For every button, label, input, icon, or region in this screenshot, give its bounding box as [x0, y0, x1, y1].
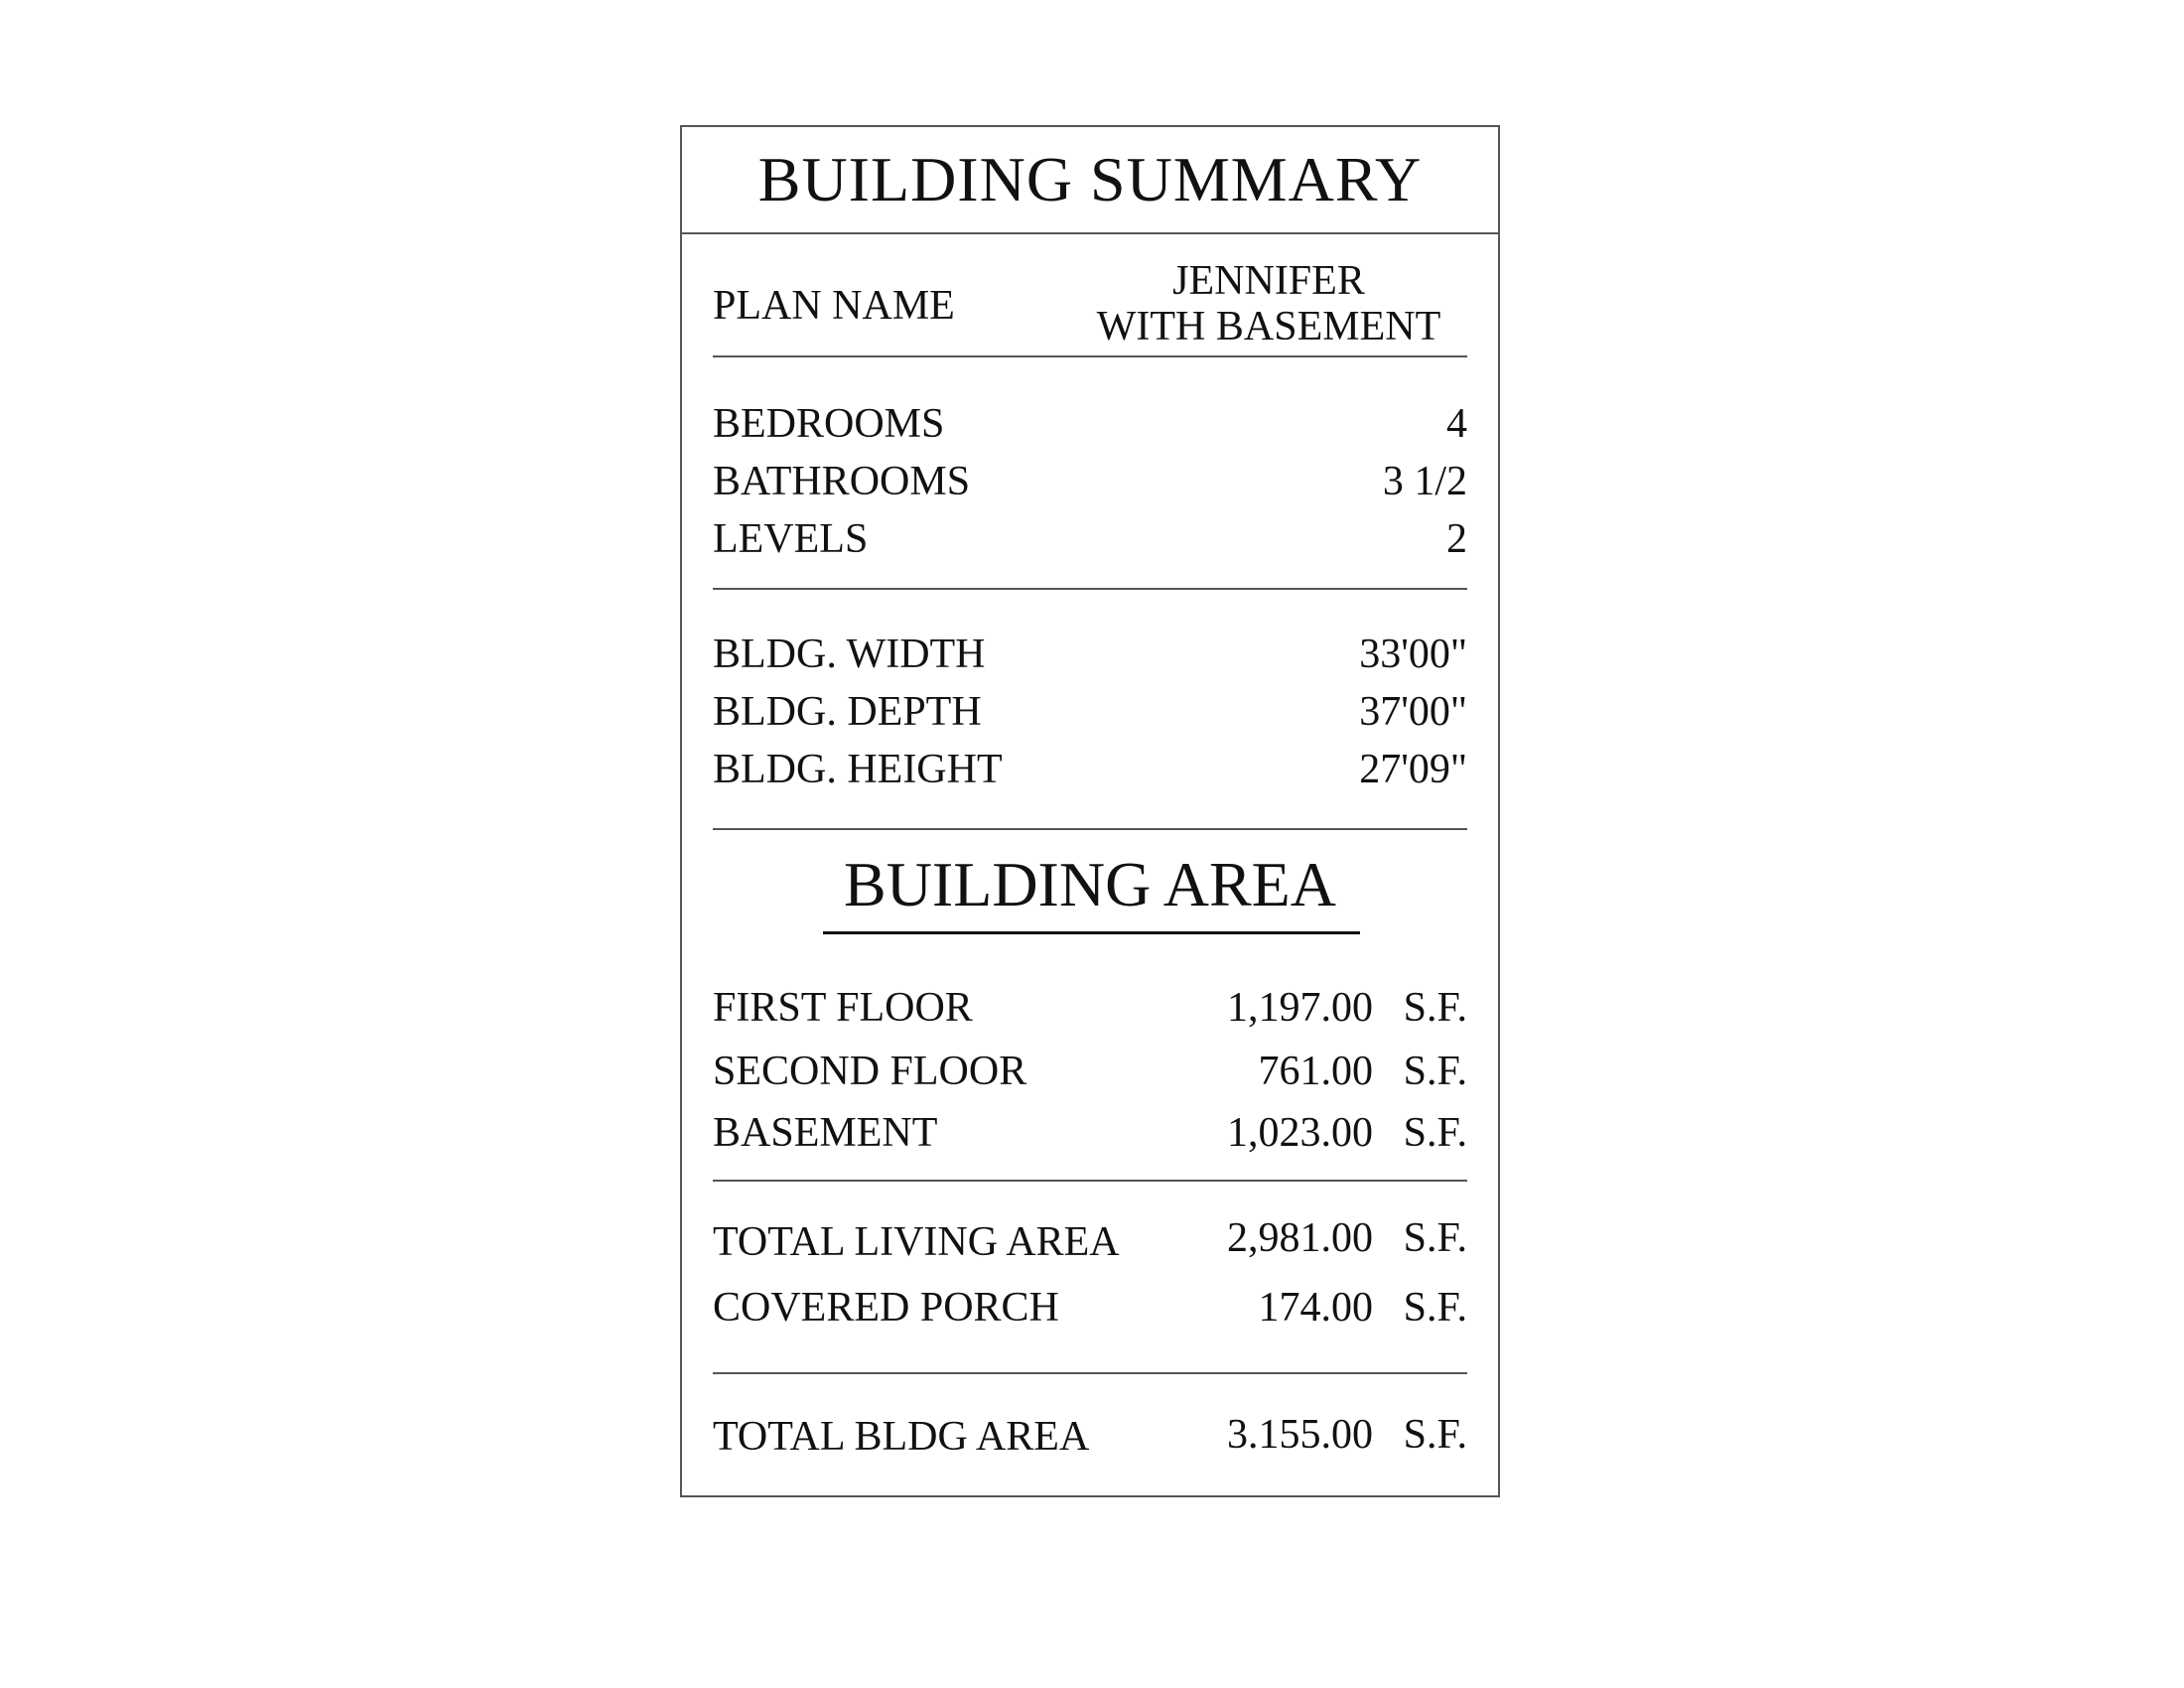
bathrooms-label: BATHROOMS [713, 459, 971, 504]
total-living-area-value: 2,981.00 [1227, 1215, 1373, 1261]
basement-value: 1,023.00 [1227, 1110, 1373, 1156]
total-bldg-area-unit: S.F. [1403, 1412, 1467, 1458]
plan-name-label: PLAN NAME [713, 283, 955, 329]
bedrooms-value: 4 [1446, 401, 1467, 447]
second-floor-label: SECOND FLOOR [713, 1049, 1027, 1094]
total-bldg-area-label: TOTAL BLDG AREA [713, 1414, 1090, 1460]
building-summary-table [680, 125, 1500, 1497]
levels-value: 2 [1446, 516, 1467, 562]
covered-porch-label: COVERED PORCH [713, 1285, 1059, 1331]
total-living-area-label: TOTAL LIVING AREA [713, 1219, 1120, 1265]
basement-unit: S.F. [1403, 1110, 1467, 1156]
building-area-underline [823, 931, 1360, 934]
first-floor-label: FIRST FLOOR [713, 985, 973, 1031]
total-living-area-unit: S.F. [1403, 1215, 1467, 1261]
bedrooms-label: BEDROOMS [713, 401, 945, 447]
basement-label: BASEMENT [713, 1110, 938, 1156]
plan-name-line-1: JENNIFER [1172, 258, 1365, 304]
bldg-depth-value: 37'00" [1359, 689, 1467, 735]
plan-name-value [1070, 258, 1467, 350]
plan-name-line-2: WITH BASEMENT [1096, 304, 1441, 350]
building-area-title: BUILDING AREA [844, 849, 1336, 919]
title-band [682, 127, 1498, 234]
divider [713, 1372, 1467, 1374]
divider [713, 828, 1467, 830]
bldg-height-label: BLDG. HEIGHT [713, 747, 1003, 792]
bathrooms-value: 3 1/2 [1382, 459, 1467, 504]
bldg-width-value: 33'00" [1359, 632, 1467, 677]
covered-porch-unit: S.F. [1403, 1285, 1467, 1331]
second-floor-value: 761.00 [1258, 1049, 1373, 1094]
divider [713, 355, 1467, 357]
total-bldg-area-value: 3.155.00 [1227, 1412, 1373, 1458]
levels-label: LEVELS [713, 516, 869, 562]
divider [713, 588, 1467, 590]
first-floor-value: 1,197.00 [1227, 985, 1373, 1031]
building-summary-title: BUILDING SUMMARY [757, 144, 1423, 214]
first-floor-unit: S.F. [1403, 985, 1467, 1031]
second-floor-unit: S.F. [1403, 1049, 1467, 1094]
bldg-depth-label: BLDG. DEPTH [713, 689, 982, 735]
bldg-height-value: 27'09" [1359, 747, 1467, 792]
divider [713, 1180, 1467, 1182]
bldg-width-label: BLDG. WIDTH [713, 632, 986, 677]
covered-porch-value: 174.00 [1258, 1285, 1373, 1331]
